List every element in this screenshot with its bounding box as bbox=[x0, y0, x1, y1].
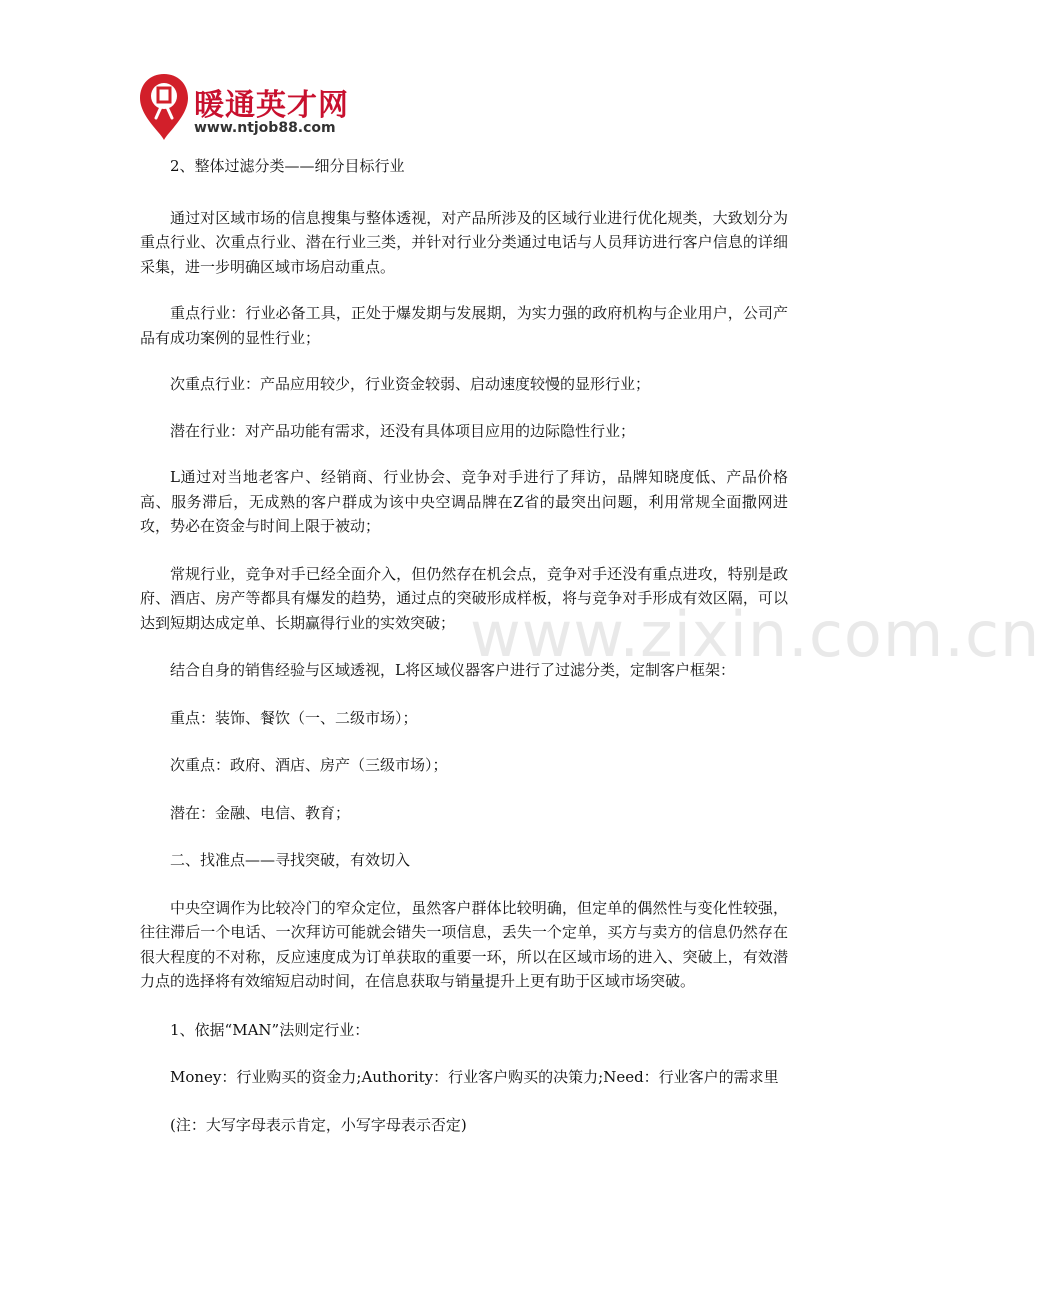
paragraph: L通过对当地老客户、经销商、行业协会、竞争对手进行了拜访，品牌知晓度低、产品价格高、服务滞后，无成熟的客户群成为该中央空调品牌在Z省的最突出问题，利用常规全面撒网进攻，势必在资金与时间上限于被动； bbox=[140, 468, 788, 535]
paragraph: 次重点：政府、酒店、房产（三级市场）； bbox=[170, 756, 448, 774]
paragraph: 潜在：金融、电信、教育； bbox=[170, 803, 351, 822]
paragraph: 结合自身的销售经验与区域透视，L将区域仪器客户进行了过滤分类，定制客户框架： bbox=[170, 661, 735, 679]
section-heading: 2、整体过滤分类——细分目标行业 bbox=[170, 157, 405, 175]
paragraph: 重点行业：行业必备工具，正处于爆发期与发展期，为实力强的政府机构与企业用户，公司产品有成功案例的显性行业； bbox=[140, 304, 788, 347]
subsection-heading: 1、依据“MAN”法则定行业： bbox=[170, 1020, 370, 1039]
document-body bbox=[140, 154, 788, 1137]
site-logo bbox=[138, 72, 378, 142]
paragraph: 通过对区域市场的信息搜集与整体透视，对产品所涉及的区域行业进行优化规类，大致划分为重点行业、次重点行业、潜在行业三类，并针对行业分类通过电话与人员拜访进行客户信息的详细采集，进一步明确区域市场启动重点。 bbox=[140, 208, 788, 276]
watermark: www.zixin.com.cn bbox=[470, 598, 1040, 671]
section-heading: 二、找准点——寻找突破，有效切入 bbox=[170, 851, 411, 869]
paragraph: 中央空调作为比较冷门的窄众定位，虽然客户群体比较明确，但定单的偶然性与变化性较强，往往滞后一个电话、一次拜访可能就会错失一项信息，丢失一个定单，买方与卖方的信息仍然存在很大程度的不对称，反应速度成为订单获取的重要一环，所以在区域市场的进入、突破上，有效潜力点的选择将有效缩短启动时间，在信息获取与销量提升上更有助于区域市场突破。 bbox=[140, 898, 788, 990]
paragraph: (注：大写字母表示肯定，小写字母表示否定) bbox=[170, 1115, 467, 1134]
paragraph: 次重点行业：产品应用较少，行业资金较弱、启动速度较慢的显形行业； bbox=[170, 375, 651, 393]
paragraph: Money：行业购买的资金力;Authority：行业客户购买的决策力;Need：行业客户的需求里 bbox=[170, 1068, 779, 1086]
resume-badge-icon bbox=[138, 72, 190, 142]
paragraph: 常规行业，竞争对手已经全面介入，但仍然存在机会点，竞争对手还没有重点进攻，特别是政府、酒店、房产等都具有爆发的趋势，通过点的突破形成样板，将与竞争对手形成有效区隔，可以达到短期达成定单、长期赢得行业的实效突破； bbox=[140, 564, 788, 632]
logo-site-url: www.ntjob88.com bbox=[194, 120, 336, 136]
paragraph: 重点：装饰、餐饮（一、二级市场）； bbox=[170, 708, 418, 727]
logo-site-name: 暖通英才网 bbox=[194, 88, 349, 123]
paragraph: 潜在行业：对产品功能有需求，还没有具体项目应用的边际隐性行业； bbox=[170, 421, 636, 440]
